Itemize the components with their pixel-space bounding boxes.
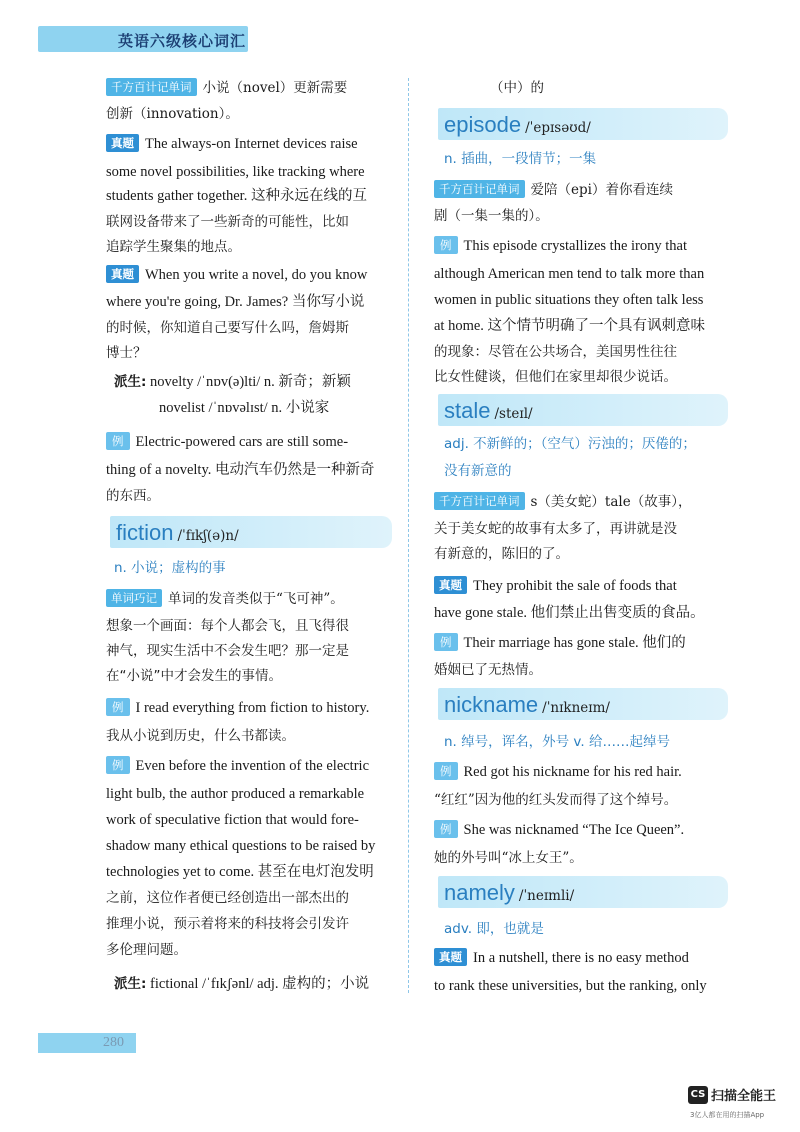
example-tag: 例 (434, 762, 458, 780)
headword-fiction (110, 516, 392, 548)
nickname-definition: n. 绰号，诨名，外号 v. 给……起绰号 (444, 734, 670, 750)
text-line: 追踪学生聚集的地点。 (106, 239, 241, 255)
headword-text: fiction (116, 520, 174, 545)
headword-text: nickname (444, 692, 539, 717)
stale-definition: adj. 不新鲜的；（空气）污浊的；厌倦的； (444, 436, 696, 452)
example-tag: 例 (106, 756, 130, 774)
episode-mnemonic: 千方百计记单词 爱陪（epi）着你看连续 (434, 180, 673, 200)
novel-mnemonic: 千方百计记单词 小说（novel）更新需要 (106, 78, 347, 98)
novel-exam-2: 真题 When you write a novel, do you know (106, 265, 367, 285)
nickname-example-1: 例 Red got his nickname for his red hair. (434, 762, 682, 782)
fiction-derived: 派生: fictional /ˈfɪkʃənl/ adj. 虚构的；小说 (114, 976, 370, 992)
example-tag: 例 (434, 633, 458, 651)
text-line: 比女性健谈，但他们在家里却很少说话。 (434, 369, 677, 385)
text-line: 推理小说，预示着将来的科技将会引发许 (106, 916, 349, 932)
mnemonic-tag: 千方百计记单词 (106, 78, 197, 96)
novel-exam-1: 真题 The always-on Internet devices raise (106, 134, 358, 154)
text-line: at home. 这个情节明确了一个具有讽刺意味 (434, 318, 706, 334)
tip-tag: 单词巧记 (106, 589, 162, 607)
stale-example: 例 Their marriage has gone stale. 他们的 (434, 633, 686, 653)
episode-definition: n. 插曲，一段情节；一集 (444, 151, 597, 167)
text-line: 博士？ (106, 345, 147, 361)
example-tag: 例 (434, 820, 458, 838)
scanner-watermark (688, 1084, 777, 1119)
text-line: 联网设备带来了一些新奇的可能性，比如 (106, 214, 349, 230)
text-line: 的时候，你知道自己要写什么吗，詹姆斯 (106, 320, 349, 336)
fiction-definition: n. 小说；虚构的事 (114, 560, 226, 576)
watermark-name: 扫描全能王 (711, 1089, 777, 1104)
text-line: 婚姻已了无热情。 (434, 662, 542, 678)
mnemonic-tag: 千方百计记单词 (434, 180, 525, 198)
text-line: “红红”因为他的红头发而得了这个绰号。 (434, 792, 678, 808)
phonetic: /ˈneɪmli/ (518, 888, 575, 904)
novel-derived-2: novelist /ˈnɒvəlɪst/ n. 小说家 (159, 400, 330, 416)
text-line: technologies yet to come. 甚至在电灯泡发明 (106, 864, 374, 880)
novel-example: 例 Electric-powered cars are still some- (106, 432, 348, 452)
watermark-tagline: 3亿人都在用的扫描App (690, 1111, 765, 1119)
episode-example: 例 This episode crystallizes the irony that (434, 236, 687, 256)
exam-tag: 真题 (106, 265, 139, 283)
exam-tag: 真题 (434, 576, 467, 594)
text-line: thing of a novelty. 电动汽车仍然是一种新奇 (106, 462, 375, 478)
phonetic: /ˈnɪkneɪm/ (542, 700, 610, 716)
text-line: work of speculative fiction that would fore- (106, 812, 359, 828)
namely-exam: 真题 In a nutshell, there is no easy method (434, 948, 689, 968)
text-line: 神气，现实生活中不会发生吧？那一定是 (106, 643, 349, 659)
text-line: 的现象：尽管在公共场合，美国男性往往 (434, 344, 677, 360)
fiction-example-1: 例 I read everything from fiction to history. (106, 698, 369, 718)
phonetic: /ˈepɪsəʊd/ (525, 120, 591, 136)
text-line: 有新意的，陈旧的了。 (434, 546, 569, 562)
text-line: where you're going, Dr. James? 当你写小说 (106, 294, 365, 310)
headword-episode (438, 108, 728, 140)
text-line: have gone stale. 他们禁止出售变质的食品。 (434, 605, 705, 621)
text-line: 她的外号叫“冰上女王”。 (434, 850, 583, 866)
stale-exam: 真题 They prohibit the sale of foods that (434, 576, 677, 596)
text-line: light bulb, the author produced a remarkable (106, 786, 365, 802)
text-line: to rank these universities, but the ranking, only (434, 978, 707, 994)
nickname-example-2: 例 She was nicknamed “The Ice Queen”. (434, 820, 684, 840)
exam-tag: 真题 (434, 948, 467, 966)
fiction-example-2: 例 Even before the invention of the electric (106, 756, 369, 776)
text-line: 我从小说到历史，什么书都读。 (106, 728, 295, 744)
stale-definition-2: 没有新意的 (444, 463, 512, 479)
headword-stale (438, 394, 728, 426)
text-line: 想象一个画面：每个人都会飞，且飞得很 (106, 618, 349, 634)
headword-text: stale (444, 398, 491, 423)
headword-namely (438, 876, 728, 908)
text-line: women in public situations they often talk less (434, 292, 704, 308)
text-line: students gather together. 这种永远在线的互 (106, 188, 367, 204)
novel-mnemonic-line2: 创新（innovation）。 (106, 106, 239, 122)
phonetic: /steɪl/ (494, 406, 533, 422)
text-line: 关于美女蛇的故事有太多了，再讲就是没 (434, 521, 677, 537)
exam-tag: 真题 (106, 134, 139, 152)
stale-mnemonic: 千方百计记单词 s（美女蛇）tale（故事）， (434, 492, 691, 512)
text-line: 剧（一集一集的）。 (434, 208, 549, 224)
text-line: 的东西。 (106, 488, 160, 504)
page-number: 280 (103, 1035, 124, 1050)
phonetic: /ˈfɪkʃ(ə)n/ (177, 528, 239, 544)
namely-definition: adv. 即，也就是 (444, 921, 544, 937)
page-header-title: 英语六级核心词汇 (118, 32, 247, 50)
example-tag: 例 (106, 432, 130, 450)
continued-text: （中）的 (490, 80, 544, 96)
example-tag: 例 (434, 236, 458, 254)
example-tag: 例 (106, 698, 130, 716)
novel-derived-1: 派生: novelty /ˈnɒv(ə)lti/ n. 新奇；新颖 (114, 374, 351, 390)
column-divider (408, 78, 409, 993)
headword-text: namely (444, 880, 515, 905)
headword-text: episode (444, 112, 522, 137)
mnemonic-tag: 千方百计记单词 (434, 492, 525, 510)
text-line: 在“小说”中才会发生的事情。 (106, 668, 282, 684)
text-line: shadow many ethical questions to be raised by (106, 838, 376, 854)
text-line: some novel possibilities, like tracking where (106, 164, 365, 180)
camscanner-logo-icon: CS (688, 1086, 708, 1104)
text-line: 之前，这位作者便已经创造出一部杰出的 (106, 890, 349, 906)
text-line: although American men tend to talk more than (434, 266, 705, 282)
headword-nickname (438, 688, 728, 720)
text-line: 多伦理问题。 (106, 942, 187, 958)
fiction-tip: 单词巧记 单词的发音类似于“飞可神”。 (106, 589, 344, 609)
